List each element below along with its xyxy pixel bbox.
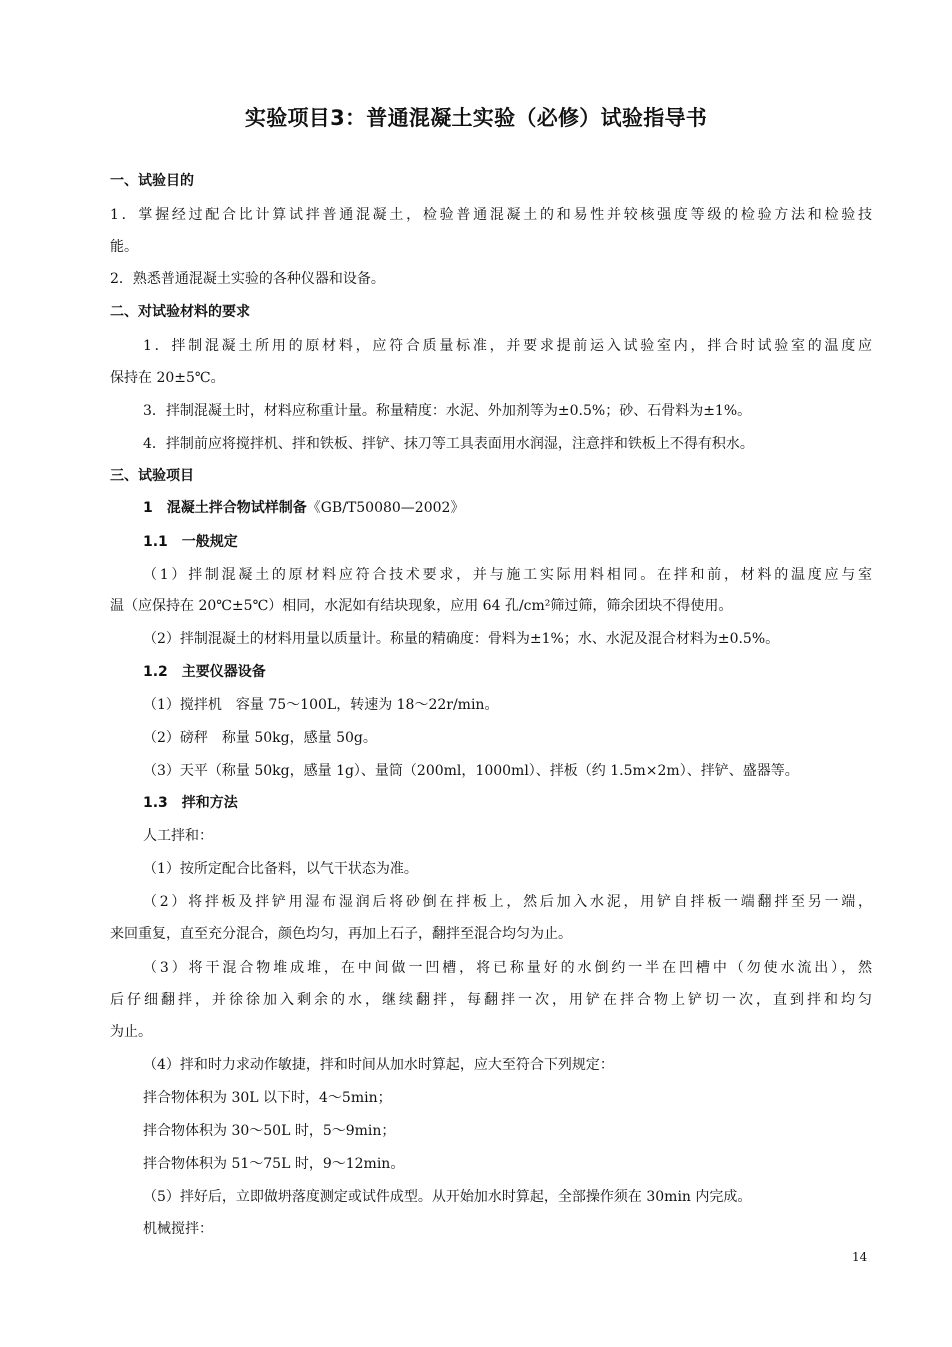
paragraph: （1）拌制混凝土的原材料应符合技术要求，并与施工实际用料相同。在拌和前，材料的温度应与室 <box>143 567 872 583</box>
paragraph: 1．掌握经过配合比计算试拌普通混凝土，检验普通混凝土的和易性并较核强度等级的检验方法和检验技 <box>110 207 872 223</box>
paragraph: 保持在 20±5℃。 <box>110 370 225 386</box>
subsection-heading: 1.3 拌和方法 <box>143 795 238 811</box>
page-title: 实验项目3：普通混凝土实验（必修）试验指导书 <box>244 106 708 130</box>
paragraph: 人工拌和： <box>143 828 213 844</box>
list-item: （4）拌和时力求动作敏捷，拌和时间从加水时算起，应大至符合下列规定： <box>143 1057 614 1073</box>
list-item: （1）按所定配合比备料，以气干状态为准。 <box>143 861 418 877</box>
paragraph: 为止。 <box>110 1024 152 1040</box>
list-item: 拌合物体积为 30～50L 时，5～9min； <box>143 1123 396 1139</box>
list-item: 拌合物体积为 51～75L 时，9～12min。 <box>143 1156 405 1172</box>
subsection-heading <box>143 497 905 519</box>
paragraph: 3．拌制混凝土时，材料应称重计量。称量精度：水泥、外加剂等为±0.5%；砂、石骨料为±1%。 <box>143 403 752 419</box>
list-item: （2）磅秤 称量 50kg，感量 50g。 <box>143 730 377 746</box>
subsection-title: 1 混凝土拌合物试样制备 <box>143 500 307 516</box>
list-item: （1）搅拌机 容量 75～100L，转速为 18～22r/min。 <box>143 697 499 713</box>
section-heading-purpose: 一、试验目的 <box>110 173 194 189</box>
paragraph: 1．拌制混凝土所用的原材料，应符合质量标准，并要求提前运入试验室内，拌合时试验室的温度应 <box>143 338 872 354</box>
section-heading-materials: 二、对试验材料的要求 <box>110 304 250 320</box>
standard-reference: 《GB/T50080—2002》 <box>306 500 465 516</box>
paragraph: 4．拌制前应将搅拌机、拌和铁板、拌铲、抹刀等工具表面用水润湿，注意拌和铁板上不得有积水。 <box>143 436 754 452</box>
paragraph: 后仔细翻拌，并徐徐加入剩余的水，继续翻拌，每翻拌一次，用铲在拌合物上铲切一次，直到拌和均匀 <box>110 992 872 1008</box>
list-item: （2）将拌板及拌铲用湿布湿润后将砂倒在拌板上，然后加入水泥，用铲自拌板一端翻拌至另一端， <box>143 894 872 910</box>
paragraph: 能。 <box>110 239 138 255</box>
paragraph: 来回重复，直至充分混合，颜色均匀，再加上石子，翻拌至混合均匀为止。 <box>110 926 572 942</box>
list-item: （3）天平（称量 50kg，感量 1g）、量筒（200ml，1000ml）、拌板（约 1.5m×2m）、拌铲、盛器等。 <box>143 763 799 779</box>
paragraph: 机械搅拌： <box>143 1221 213 1237</box>
paragraph: （2）拌制混凝土的材料用量以质量计。称量的精确度：骨料为±1%；水、水泥及混合材料为±0.5%。 <box>143 631 780 647</box>
list-item: （5）拌好后，立即做坍落度测定或试件成型。从开始加水时算起，全部操作须在 30min 内完成。 <box>143 1189 752 1205</box>
page-number: 14 <box>852 1250 868 1264</box>
paragraph: 温（应保持在 20℃±5℃）相同，水泥如有结块现象，应用 64 孔/cm²筛过筛，筛余团块不得使用。 <box>110 598 733 614</box>
list-item: （3）将干混合物堆成堆，在中间做一凹槽，将已称量好的水倒约一半在凹槽中（勿使水流出），然 <box>143 960 872 976</box>
list-item: 拌合物体积为 30L 以下时，4～5min； <box>143 1090 392 1106</box>
subsection-heading: 1.2 主要仪器设备 <box>143 664 266 680</box>
section-heading-items: 三、试验项目 <box>110 468 194 484</box>
paragraph: 2．熟悉普通混凝土实验的各种仪器和设备。 <box>110 271 385 287</box>
subsection-heading: 1.1 一般规定 <box>143 534 238 550</box>
